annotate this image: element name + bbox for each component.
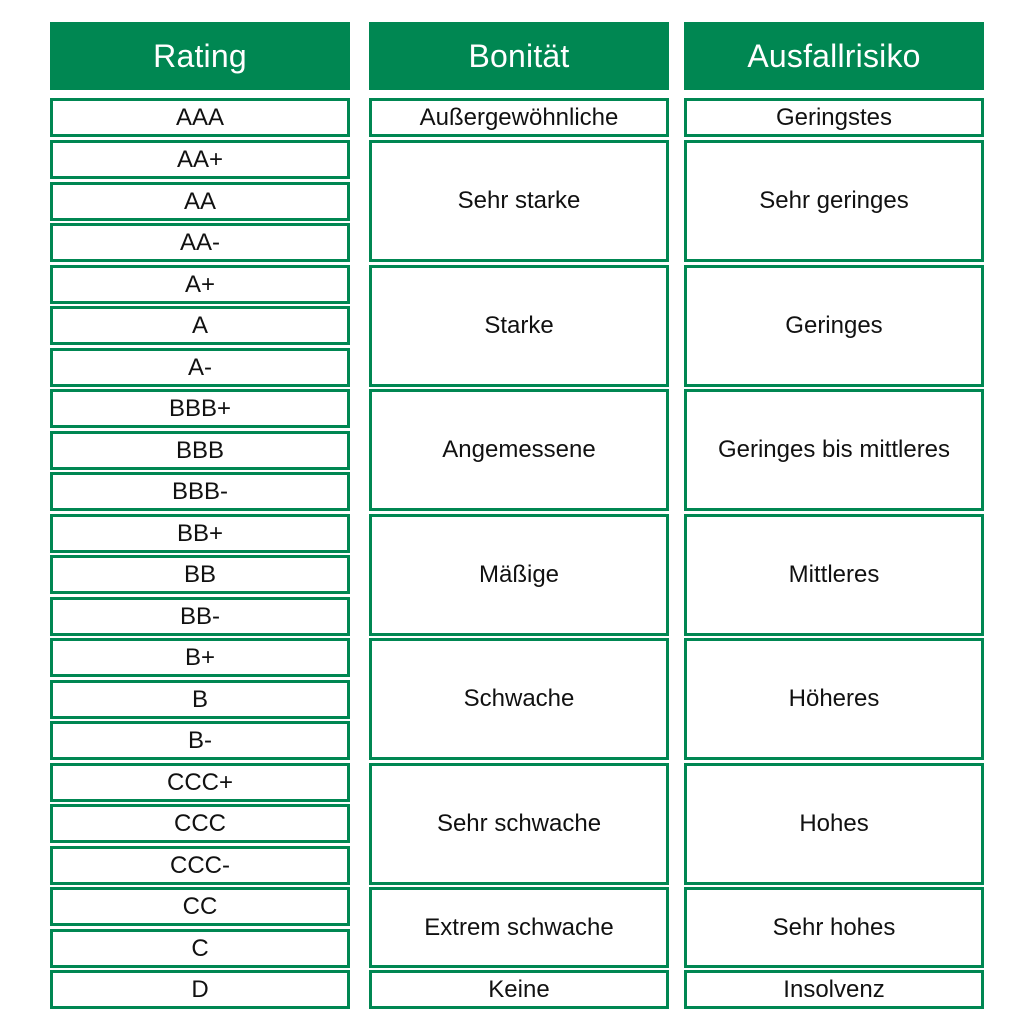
- bonitaet-cell: Außergewöhnliche: [369, 98, 669, 137]
- ausfallrisiko-cell: Geringstes: [684, 98, 984, 137]
- rating-header: Rating: [50, 22, 350, 90]
- rating-cell: A-: [50, 348, 350, 387]
- bonitaet-cell: Sehr schwache: [369, 763, 669, 885]
- rating-cell: CCC+: [50, 763, 350, 802]
- rating-cell: A: [50, 306, 350, 345]
- bonitaet-cell: Mäßige: [369, 514, 669, 636]
- ausfallrisiko-cell: Mittleres: [684, 514, 984, 636]
- rating-cell: CC: [50, 887, 350, 926]
- ausfallrisiko-cell: Insolvenz: [684, 970, 984, 1009]
- bonitaet-cell: Starke: [369, 265, 669, 387]
- ausfallrisiko-cell: Geringes: [684, 265, 984, 387]
- rating-cell: AAA: [50, 98, 350, 137]
- ausfallrisiko-cell: Geringes bis mittleres: [684, 389, 984, 511]
- rating-cell: D: [50, 970, 350, 1009]
- rating-cell: BB-: [50, 597, 350, 636]
- rating-cell: AA+: [50, 140, 350, 179]
- rating-cell: BBB: [50, 431, 350, 470]
- rating-cell: CCC-: [50, 846, 350, 885]
- rating-cell: B-: [50, 721, 350, 760]
- rating-cell: BB+: [50, 514, 350, 553]
- ausfallrisiko-cell: Sehr hohes: [684, 887, 984, 968]
- rating-cell: BBB+: [50, 389, 350, 428]
- bonitaet-cell: Sehr starke: [369, 140, 669, 262]
- bonitaet-cell: Angemessene: [369, 389, 669, 511]
- rating-cell: B: [50, 680, 350, 719]
- bonitaet-header: Bonität: [369, 22, 669, 90]
- bonitaet-cell: Keine: [369, 970, 669, 1009]
- rating-cell: BB: [50, 555, 350, 594]
- rating-cell: BBB-: [50, 472, 350, 511]
- rating-cell: C: [50, 929, 350, 968]
- ausfallrisiko-header: Ausfallrisiko: [684, 22, 984, 90]
- bonitaet-cell: Extrem schwache: [369, 887, 669, 968]
- ausfallrisiko-cell: Sehr geringes: [684, 140, 984, 262]
- rating-cell: AA-: [50, 223, 350, 262]
- bonitaet-cell: Schwache: [369, 638, 669, 760]
- ausfallrisiko-cell: Höheres: [684, 638, 984, 760]
- ausfallrisiko-cell: Hohes: [684, 763, 984, 885]
- rating-cell: B+: [50, 638, 350, 677]
- rating-cell: A+: [50, 265, 350, 304]
- rating-cell: AA: [50, 182, 350, 221]
- rating-cell: CCC: [50, 804, 350, 843]
